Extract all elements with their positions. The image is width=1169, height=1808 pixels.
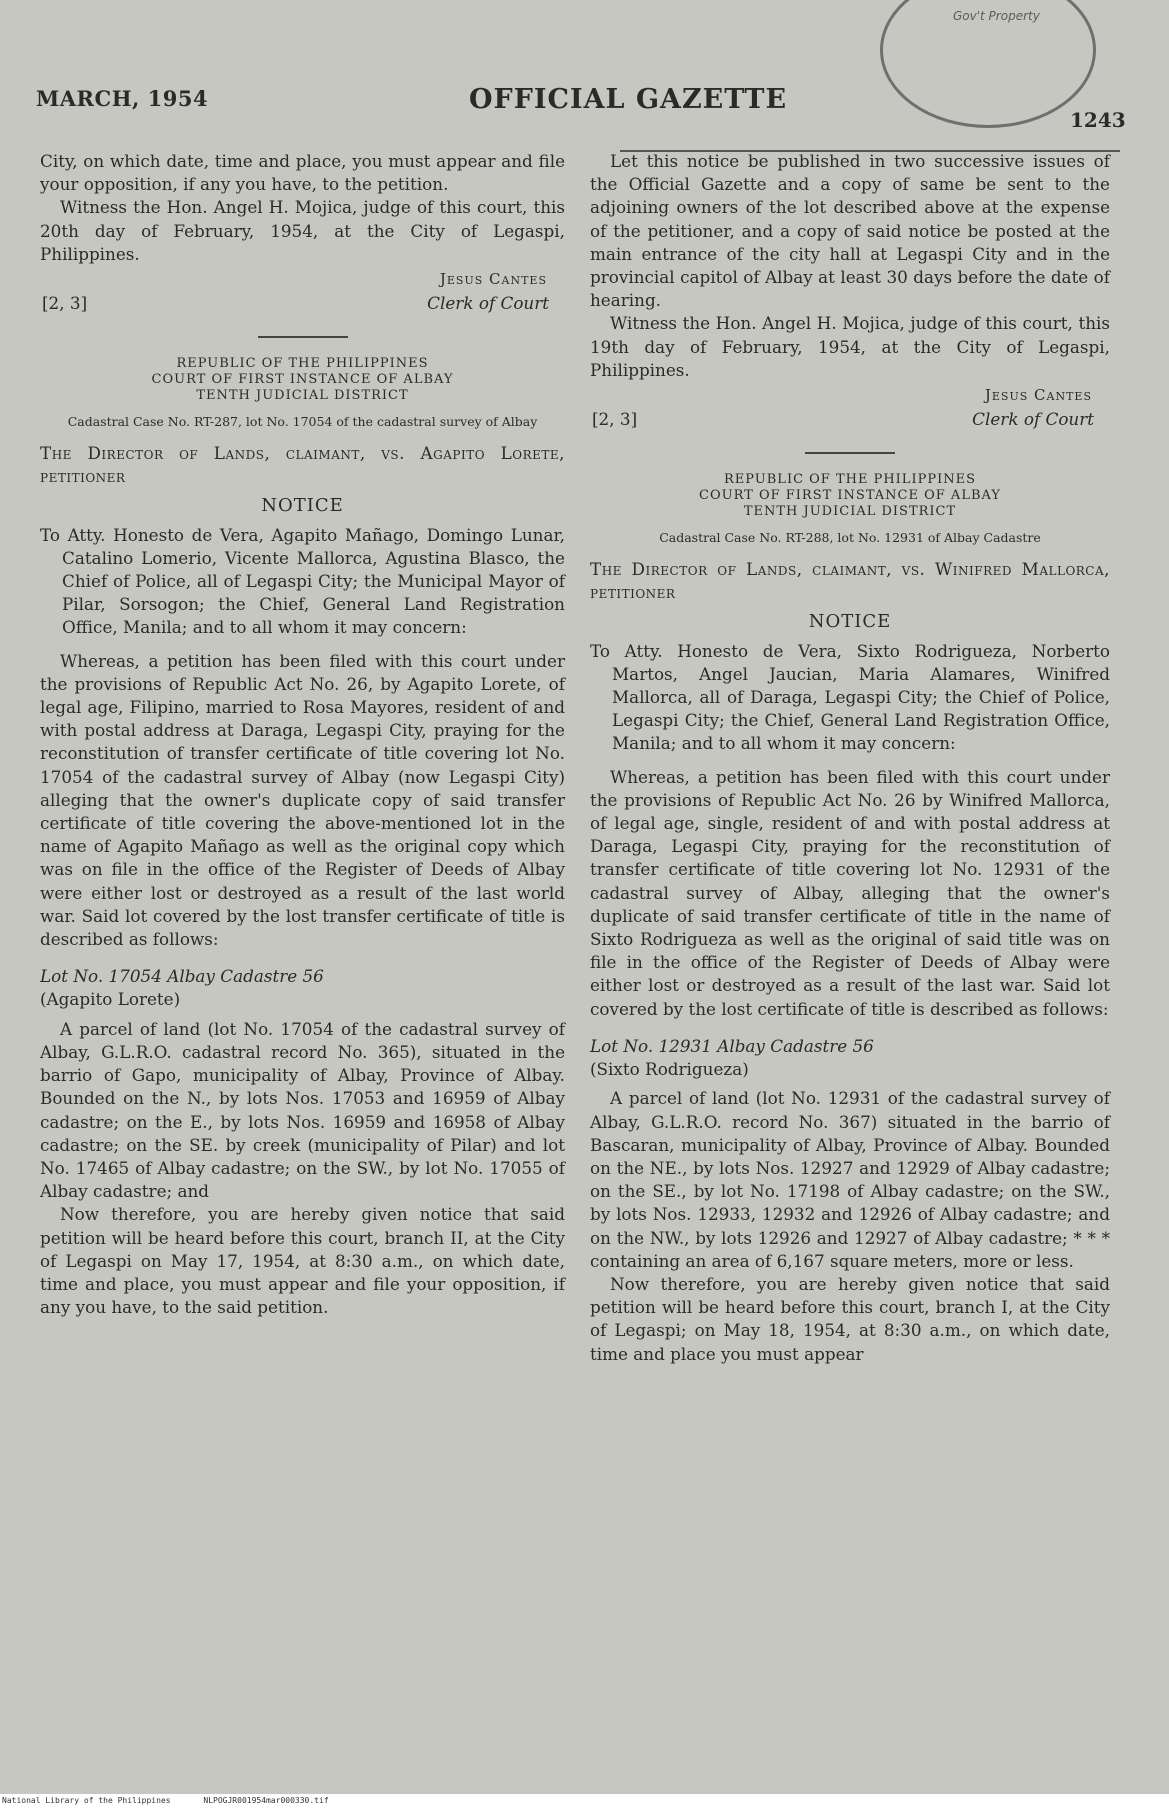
court-line: REPUBLIC OF THE PHILIPPINES [724,472,976,488]
case-parties: The Director of Lands, claimant, vs. Winifred Mallorca, petitioner [590,559,1110,603]
addressees: To Atty. Honesto de Vera, Agapito Mañago, Domingo Lunar, Catalino Lomerio, Vicente Mallorca, Agustina Blasco, the Chief of Police, all of Legaspi City; the Municipal Mayor of Pilar, Sorsogon; the Chief, General Land Registration Office, Manila; and to all whom it may concern: [40,524,565,638]
right-column [590,150,1110,1366]
stamp-text: Gov't Property [953,9,1040,23]
lot-title: Lot No. 12931 Albay Cadastre 56 [590,1035,874,1056]
notice-heading: NOTICE [261,495,344,517]
whereas-paragraph: Whereas, a petition has been filed with this court under the provisions of Republic Act No. 26 by Winifred Mallorca, of legal age, single, resident of and with postal address at Daraga, Legaspi City, praying for the reconstitution of transfer certificate of title covering lot No. 12931 of the cadastral survey of Albay, alleging that the owner's duplicate of said transfer certificate of title in the name of Sixto Rodrigueza as well as the original of said title was on file in the office of the Register of Deeds of Albay were either lost or destroyed as a result of the last war. Said lot covered by the lost certificate of title is described as follows: [590,766,1110,1019]
whereas-paragraph: Whereas, a petition has been filed with this court under the provisions of Republic Act No. 26, by Agapito Lorete, of legal age, Filipino, married to Rosa Mayores, resident of and with postal address at Daraga, Legaspi City, praying for the reconstitution of transfer certificate of title covering lot No. 17054 of the cadastral survey of Albay (now Legaspi City) alleging that the owner's duplicate copy of said transfer certificate of title covering the above-mentioned lot in the name of Agapito Mañago as well as the original copy which was on file in the office of the Register of Deeds of Albay were either lost or destroyed as a result of the last world war. Said lot covered by the lost transfer certificate of title is described as follows: [40,650,565,950]
issue-numbers: [2, 3] [592,409,638,430]
lot-owner: (Sixto Rodrigueza) [590,1059,749,1080]
parcel-description: A parcel of land (lot No. 12931 of the cadastral survey of Albay, G.L.R.O. record No. 367) situated in the barrio of Bascaran, municipality of Albay, Province of Albay. Bounded on the NE., by lots Nos. 12927 and 12929 of Albay cadastre; on the SE., by lot No. 17198 of Albay cadastre; on the SW., by lots Nos. 12933, 12932 and 12926 of Albay cadastre; and on the NW., by lots 12926 and 12927 of Albay cadastre; * * * containing an area of 6,167 square meters, more or less. [590,1088,1110,1271]
lot-owner: (Agapito Lorete) [40,989,181,1010]
page-header [36,80,1126,132]
scan-footer [0,1794,1169,1808]
left-column [40,150,565,1319]
addressees: To Atty. Honesto de Vera, Sixto Rodrigueza, Norberto Martos, Angel Jaucian, Maria Alamares, Winifred Mallorca, all of Daraga, Legaspi City; the Chief of Police, Legaspi City; the Chief, General Land Registration Office, Manila; and to all whom it may concern: [590,640,1110,754]
signatory-name: Jesus Cantes [439,270,547,289]
issue-numbers: [2, 3] [42,293,88,314]
page-number: 1243 [1070,108,1126,132]
signature-block [40,266,565,314]
section-divider [805,452,895,454]
header-title: OFFICIAL GAZETTE [469,84,788,115]
case-line: Cadastral Case No. RT-287, lot No. 17054 of the cadastral survey of Albay [67,414,538,430]
continued-paragraph: City, on which date, time and place, you must appear and file your opposition, if any you have, to the petition. [40,151,565,195]
court-line: TENTH JUDICIAL DISTRICT [743,504,957,520]
court-line: REPUBLIC OF THE PHILIPPINES [176,356,429,372]
section-divider [258,336,348,338]
signatory-name: Jesus Cantes [984,386,1092,405]
hearing-notice: Now therefore, you are hereby given notice that said petition will be heard before this court, branch II, at the City of Legaspi on May 17, 1954, at 8:30 a.m., on which date, time and place, you must appear and file your opposition, if any you have, to the said petition. [40,1204,565,1318]
signature-block [590,382,1110,430]
lot-title: Lot No. 17054 Albay Cadastre 56 [40,966,324,987]
footer-library: National Library of the Philippines [2,1796,171,1805]
court-line: COURT OF FIRST INSTANCE OF ALBAY [151,372,454,388]
case-parties: The Director of Lands, claimant, vs. Agapito Lorete, petitioner [40,443,565,487]
case-line: Cadastral Case No. RT-288, lot No. 12931 of Albay Cadastre [659,530,1041,546]
court-line: TENTH JUDICIAL DISTRICT [196,388,409,404]
witness-paragraph: Witness the Hon. Angel H. Mojica, judge of this court, this 20th day of February, 1954, at the City of Legaspi, Philippines. [40,197,565,264]
publication-paragraph: Let this notice be published in two successive issues of the Official Gazette and a copy of same be sent to the adjoining owners of the lot described above at the expense of the petitioner, and a copy of said notice be posted at the main entrance of the city hall at Legaspi City and in the provincial capitol of Albay at least 30 days before the date of hearing. [590,151,1110,311]
notice-heading: NOTICE [808,611,892,633]
footer-filename: NLPOGJR001954mar000330.tif [203,1796,329,1805]
court-line: COURT OF FIRST INSTANCE OF ALBAY [699,488,1001,504]
hearing-notice: Now therefore, you are hereby given notice that said petition will be heard before this court, branch I, at the City of Legaspi; on May 18, 1954, at 8:30 a.m., on which date, time and place you must appear [590,1273,1110,1364]
signatory-title: Clerk of Court [427,293,549,314]
witness-paragraph: Witness the Hon. Angel H. Mojica, judge of this court, this 19th day of February, 1954, at the City of Legaspi, Philippines. [590,313,1110,380]
header-date: MARCH, 1954 [36,86,209,111]
signatory-title: Clerk of Court [972,409,1094,430]
parcel-description: A parcel of land (lot No. 17054 of the cadastral survey of Albay, G.L.R.O. cadastral record No. 365), situated in the barrio of Gapo, municipality of Albay, Province of Albay. Bounded on the N., by lots Nos. 17053 and 16959 of Albay cadastre; on the E., by lots Nos. 16959 and 16958 of Albay cadastre; on the SE. by creek (municipality of Pilar) and lot No. 17465 of Albay cadastre; on the SW., by lot No. 17055 of Albay cadastre; and [40,1018,565,1202]
